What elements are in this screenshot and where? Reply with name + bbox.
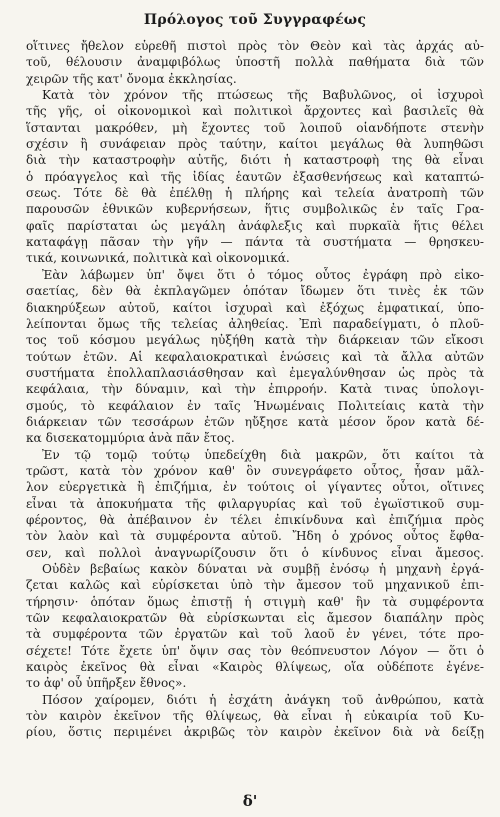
text-line: τρῶστ, κατὰ τὸν χρόνον καθ' ὃν συνεγράφετο οὗτος, ἦσαν μᾶλ-	[26, 463, 484, 478]
text-line: τοῦ, θέλουσιν ἀναμφιβόλως ὑποστῆ πολλὰ παθήματα διὰ τῶν	[26, 55, 484, 70]
text-line: Κατὰ τὸν χρόνον τῆς πτώσεως τῆς Βαβυλῶνος, οἱ ἰσχυροὶ	[42, 88, 484, 103]
text-line: ἵστανται μακρόθεν, μὴ ἔχοντες τοῦ λοιποῦ οἱανδήποτε στενὴν	[26, 120, 484, 135]
body-text	[26, 38, 484, 741]
text-line: σεν, καὶ πολλοὶ ἀναγνωρίζουσιν ὅτι ὁ κίνδυνος εἶναι ἄμεσος.	[26, 545, 484, 560]
text-line: σμούς, τὸ κεφάλαιον ἐν ταῖς Ἡνωμέναις Πολιτείαις κατὰ τὴν	[26, 398, 484, 413]
text-line: λον εὐεργετικὰ ἢ ἐπιζήμια, ἐν τούτοις οἱ γίγαντες οὗτοι, οἵτινες	[26, 480, 484, 495]
text-line: συστήματα ἐπολλαπλασιάσθησαν καὶ ἐμεγαλύνθησαν ὡς πρὸς τὰ	[26, 365, 484, 380]
page-title: Πρόλογος τοῦ Συγγραφέως	[143, 12, 367, 28]
text-line: σέχετε! Τότε ἔχετε ὑπ' ὄψιν σας τὸν θεόπνευστον Λόγον — ὅτι ὁ	[26, 643, 484, 658]
text-line: ρίου, ὅστις περιμένει ἀκριβῶς τὸν καιρὸν ἐκεῖνον διὰ νὰ δείξῃ	[26, 725, 484, 740]
text-line: τὰ συμφέροντα τῶν ἐργατῶν καὶ τοῦ λαοῦ ἐν γένει, τότε προ-	[26, 627, 484, 642]
text-line: Ἐν τῷ τομῷ τούτῳ ὑπεδείχθη διὰ μακρῶν, ὅτι καίτοι τὰ	[42, 447, 484, 462]
text-line: διάρκειαν τῶν τεσσάρων ἐτῶν ηὔξησε κατὰ μέσον ὅρον κατὰ δέ-	[26, 414, 484, 429]
text-line: τούτων ἐτῶν. Αἱ κεφαλαιοκρατικαὶ ἑνώσεις καὶ τὰ ἄλλα αὐτῶν	[26, 349, 484, 364]
text-line: κα δισεκατομμύρια ἀνὰ πᾶν ἔτος.	[26, 431, 235, 446]
text-line: τὸν καιρὸν ἐκεῖνον τῆς θλίψεως, θὰ εἶναι ἡ εὐκαιρία τοῦ Κυ-	[26, 709, 484, 724]
text-line: Ἐὰν λάβωμεν ὑπ' ὄψει ὅτι ὁ τόμος οὗτος ἐγράφη πρὸ εἰκο-	[42, 267, 484, 282]
page-number: δ'	[242, 792, 258, 810]
text-line: εἶναι τὰ ἀποκυήματα τῆς φιλαργυρίας καὶ τοῦ ἐγωϊστικοῦ συμ-	[26, 496, 484, 511]
text-line: σαετίας, δὲν θὰ ἐκπλαγῶμεν ὁπόταν ἴδωμεν ὅτι τινὲς ἐκ τῶν	[26, 284, 484, 299]
text-line: ζεται καλῶς καὶ εὑρίσκεται ὑπὸ τὴν ἄμεσον τοῦ μηχανικοῦ ἐπι-	[26, 578, 484, 593]
text-line: καταφάγῃ πᾶσαν τὴν γῆν — πάντα τὰ συστήματα — θρησκευ-	[26, 235, 484, 250]
text-line: χειρῶν τῆς κατ' ὄνομα ἐκκλησίας.	[26, 71, 237, 86]
text-line: παρουσῶν ἐθνικῶν κυβερνήσεων, ἥτις συμβολικῶς ἐν ταῖς Γρα-	[26, 202, 484, 217]
text-line: τῶν κεφαλαιοκρατῶν θὰ εὑρίσκωνται εἰς ἄμεσον διαπάλην πρὸς	[26, 611, 484, 626]
text-line: Πόσον χαίρομεν, διότι ἡ ἐσχάτη ἀνάγκη τοῦ ἀνθρώπου, κατὰ	[42, 692, 484, 707]
text-line: Οὐδὲν βεβαίως κακὸν δύναται νὰ συμβῇ ἐνόσῳ ἡ μηχανὴ ἐργά-	[42, 562, 484, 576]
text-line: σχέσιν ἢ συνάφειαν πρὸς ταύτην, καίτοι μεγάλως θὰ λυπηθῶσι	[26, 137, 484, 152]
text-line: οἵτινες ἤθελον εὑρεθῆ πιστοὶ πρὸς τὸν Θεὸν καὶ τὰς ἀρχάς αὐ-	[26, 39, 484, 53]
text-line: τος τοῦ κόσμου μεγάλως ηὐξήθη κατὰ τὴν διάρκειαν τῶν εἴκοσι	[26, 333, 484, 348]
text-line: το ἀφ' οὗ ὑπῆρξεν ἔθνος».	[26, 676, 187, 691]
text-line: φαῖς παρίσταται ὡς μεγάλη ἀνάφλεξις καὶ πυρκαϊὰ ἥτις θέλει	[26, 218, 484, 233]
text-line: τῆς γῆς, οἱ οἰκονομικοὶ καὶ πολιτικοὶ ἄρχοντες καὶ βασιλεῖς θὰ	[26, 104, 484, 119]
text-line: διακηρύξεων αὐτοῦ, καίτοι ἰσχυραὶ καὶ ἐξόχως ἐμφατικαί, ὑπο-	[26, 300, 484, 315]
text-line: διὰ τὴν καταστροφὴν αὐτῆς, διότι ἡ καταστροφὴ της θὰ εἶναι	[26, 153, 484, 168]
text-line: λείπονται ὅμως τῆς τελείας ἀληθείας. Ἐπὶ παραδείγματι, ὁ πλοῦ-	[26, 316, 484, 331]
text-line: τήρησιν· ὁπόταν ὅμως ἐπιστῇ ἡ στιγμὴ καθ' ἣν τὰ συμφέροντα	[26, 594, 484, 609]
text-line: τικά, κοινωνικά, πολιτικὰ καὶ οἰκονομικά.	[26, 251, 290, 266]
text-line: ὁ πρόαγγελος καὶ τῆς ἰδίας ἑαυτῶν ἐξασθενήσεως καὶ καταπτώ-	[26, 169, 484, 184]
text-line: καιρὸς ἐκεῖνος θὰ εἶναι «Καιρὸς θλίψεως, οἵα οὐδέποτε ἐγένε-	[26, 660, 484, 675]
text-line: φέροντος, θὰ ἀπέβαινον ἐν τέλει ἐπικίνδυνα καὶ ἐπιζήμια πρὸς	[26, 512, 484, 527]
text-line: σεως. Τότε δὲ θὰ ἐπέλθῃ ἡ πλήρης καὶ τελεία ἀνατροπὴ τῶν	[26, 186, 484, 201]
text-line: κεφάλαια, τὴν δύναμιν, καὶ τὴν ἐπιρροήν. Κατὰ τινας ὑπολογι-	[26, 382, 484, 397]
text-line: τὸν λαὸν καὶ τὰ συμφέροντα αὐτοῦ. Ἤδη ὁ χρόνος οὗτος ἔφθα-	[26, 529, 484, 544]
